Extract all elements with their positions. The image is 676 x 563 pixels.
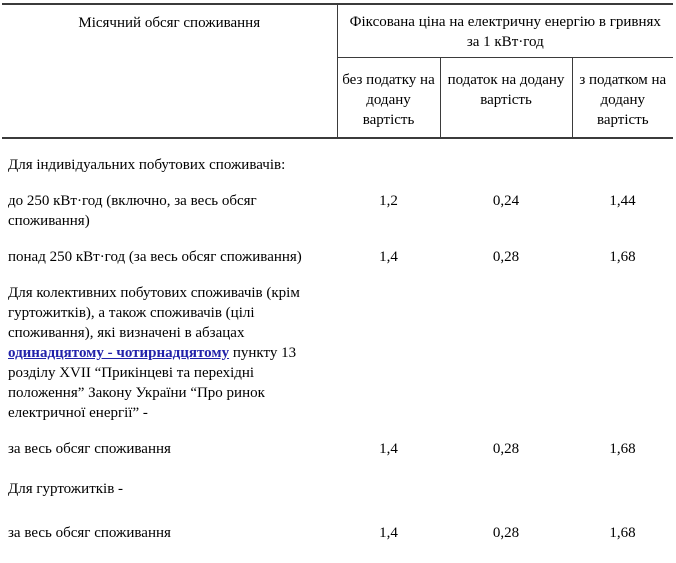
table-row-collective-heading <box>2 267 673 423</box>
row-label: за весь обсяг споживання <box>8 525 171 541</box>
value-cell <box>572 459 673 499</box>
document-page <box>0 3 676 563</box>
table-row-over-250 <box>2 231 673 267</box>
paragraphs-link[interactable]: одинадцятому - чотирнадцятому <box>8 345 230 361</box>
value-cell: 0,28 <box>492 249 520 265</box>
row-label: до 250 кВт·год (включно, за весь обсяг споживання) <box>8 193 257 229</box>
value-cell <box>337 267 440 423</box>
value-cell: 1,2 <box>379 193 398 209</box>
value-cell <box>337 138 440 175</box>
value-cell <box>440 459 572 499</box>
table-row-dormitories-volume <box>2 499 673 543</box>
value-cell: 1,4 <box>379 441 398 457</box>
value-cell <box>440 267 572 423</box>
value-cell: 1,68 <box>609 525 636 541</box>
value-cell: 1,68 <box>609 441 636 457</box>
tariff-table <box>2 3 673 543</box>
value-cell: 0,28 <box>492 441 520 457</box>
value-cell: 0,28 <box>492 525 520 541</box>
label-text-before: Для колективних побутових споживачів (крім гуртожитків), а також споживачів (цілі споживання), які визначені в абзацах <box>8 285 300 341</box>
value-cell: 1,44 <box>609 193 636 209</box>
table-row-individual-heading <box>2 138 673 175</box>
header-row-1 <box>2 4 673 57</box>
header-sub-with-vat: з податком на додану вартість <box>572 57 673 138</box>
header-sub-no-vat: без податку на додану вартість <box>337 57 440 138</box>
header-monthly-volume: Місячний обсяг споживання <box>2 4 337 138</box>
value-cell <box>337 459 440 499</box>
value-cell: 0,24 <box>492 193 520 209</box>
value-cell: 1,4 <box>379 249 398 265</box>
label-text-after: пункту 13 розділу XVII “Прикінцеві та перехідні положення” Закону України “Про ринок електричної енергії” - <box>8 345 297 421</box>
row-label <box>2 267 337 423</box>
row-label: Для індивідуальних побутових споживачів: <box>8 157 286 173</box>
table-row-collective-volume <box>2 423 673 459</box>
header-fixed-price-group: Фіксована ціна на електричну енергію в гривнях за 1 кВт·год <box>337 4 673 57</box>
value-cell <box>572 267 673 423</box>
value-cell <box>572 138 673 175</box>
value-cell: 1,68 <box>609 249 636 265</box>
row-label: понад 250 кВт·год (за весь обсяг споживання) <box>8 249 302 265</box>
row-label: за весь обсяг споживання <box>8 441 171 457</box>
value-cell <box>440 138 572 175</box>
table-row-dormitories-heading <box>2 459 673 499</box>
row-label: Для гуртожитків - <box>8 481 124 497</box>
header-sub-vat: податок на додану вартість <box>440 57 572 138</box>
value-cell: 1,4 <box>379 525 398 541</box>
table-row-up-to-250 <box>2 175 673 231</box>
